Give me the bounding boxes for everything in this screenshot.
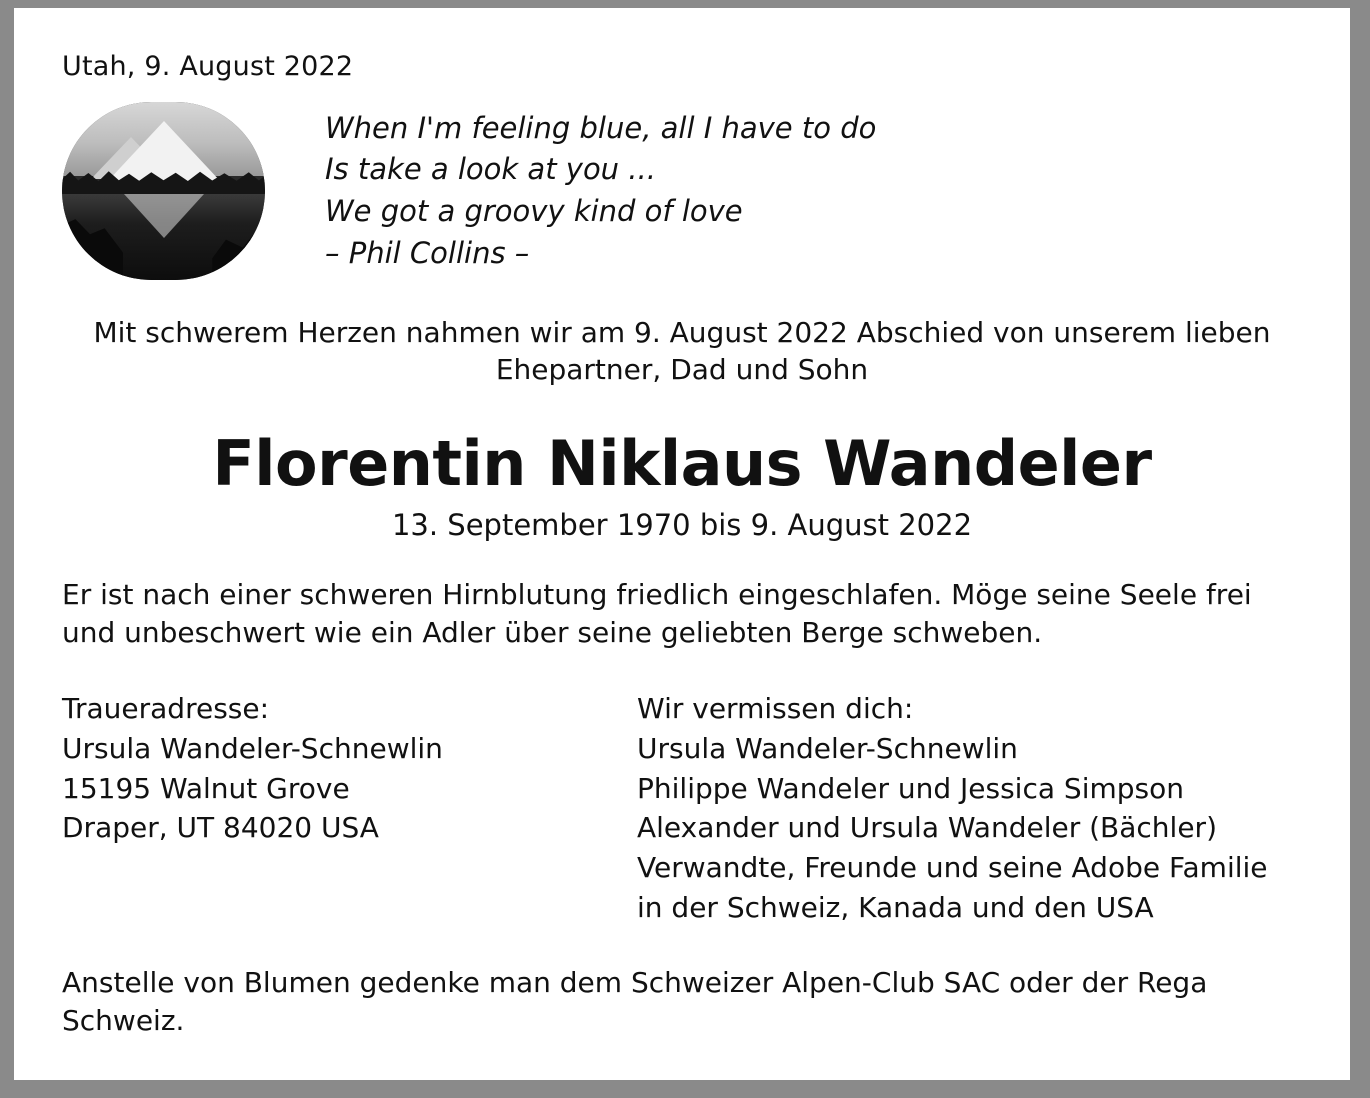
address-line-2: 15195 Walnut Grove <box>62 771 350 805</box>
mourners-column <box>637 689 1302 928</box>
intro-line-2: Ehepartner, Dad und Sohn <box>495 353 869 387</box>
quote-line-2: Is take a look at you ... <box>325 152 656 187</box>
donation-note <box>62 964 1302 1041</box>
mourners-line-5: in der Schweiz, Kanada und den USA <box>637 890 1154 924</box>
donation-line-1: Anstelle von Blumen gedenke man dem Schweizer Alpen-Club SAC oder der Rega <box>62 965 1208 999</box>
body-line-2: und unbeschwert wie ein Adler über seine geliebten Berge schweben. <box>62 616 1043 650</box>
life-dates: 13. September 1970 bis 9. August 2022 <box>391 507 973 542</box>
body-text <box>62 576 1302 653</box>
address-column <box>62 689 637 928</box>
intro-line-1: Mit schwerem Herzen nahmen wir am 9. August 2022 Abschied von unserem lieben <box>93 315 1271 349</box>
quote-block <box>62 102 1302 280</box>
mourners-line-1: Ursula Wandeler-Schnewlin <box>637 731 1018 765</box>
deceased-name: Florentin Niklaus Wandeler <box>212 426 1152 500</box>
address-line-1: Ursula Wandeler-Schnewlin <box>62 731 443 765</box>
donation-line-2: Schweiz. <box>62 1004 185 1038</box>
mourners-heading: Wir vermissen dich: <box>637 692 914 726</box>
quote-attribution: – Phil Collins – <box>325 235 530 270</box>
dateline: Utah, 9. August 2022 <box>62 51 354 82</box>
mourners-line-3: Alexander und Ursula Wandeler (Bächler) <box>637 811 1217 845</box>
details-columns <box>62 689 1302 928</box>
obituary-card <box>14 8 1350 1080</box>
body-line-1: Er ist nach einer schweren Hirnblutung friedlich eingeschlafen. Möge seine Seele frei <box>62 577 1252 611</box>
intro-text <box>62 314 1302 389</box>
quote-line-1: When I'm feeling blue, all I have to do <box>325 110 877 145</box>
mourners-line-2: Philippe Wandeler und Jessica Simpson <box>637 771 1184 805</box>
memorial-photo <box>62 102 265 280</box>
address-heading: Traueradresse: <box>62 692 270 726</box>
mourners-line-4: Verwandte, Freunde und seine Adobe Familie <box>637 851 1268 885</box>
quote-line-3: We got a groovy kind of love <box>325 194 743 229</box>
quote-text <box>325 102 876 275</box>
address-line-3: Draper, UT 84020 USA <box>62 811 379 845</box>
